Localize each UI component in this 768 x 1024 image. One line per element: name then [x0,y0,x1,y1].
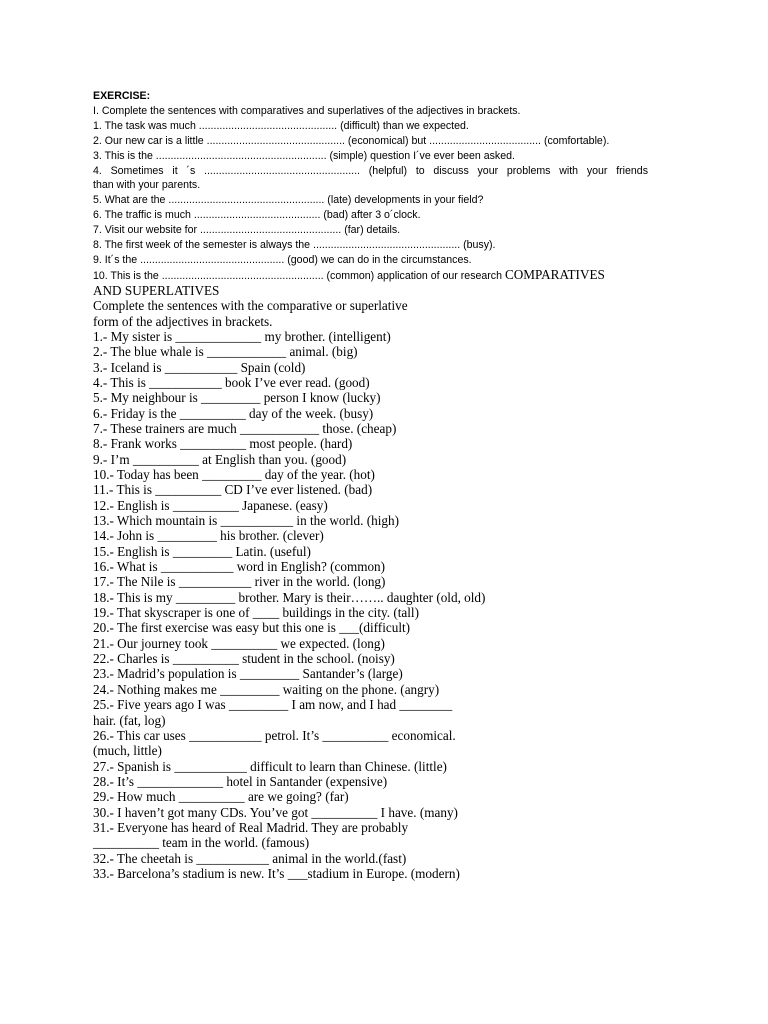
exercise-2-sentence: 16.- What is ___________ word in English? (common) [93,559,386,575]
exercise-1 [93,104,663,268]
exercise-2-sentence: 15.- English is _________ Latin. (useful) [93,543,311,559]
exercise-2-body [93,283,693,881]
exercise-1-item: 6. The traffic is much ........................................... (bad) after 3 o´clock. [93,209,421,222]
exercise-1-item-10-line [93,268,693,283]
exercise-2-sentence: 28.- It’s _____________ hotel in Santander (expensive) [93,773,388,789]
exercise-2-sentence: 3.- Iceland is ___________ Spain (cold) [93,359,306,375]
exercise-2-title-part-1: COMPARATIVES [504,267,605,282]
exercise-2-sentences [93,329,693,881]
exercise-2-sentence: 25.- Five years ago I was _________ I am now, and I had ________ [93,697,453,713]
exercise-2-sentence: 4.- This is ___________ book I’ve ever read. (good) [93,374,370,390]
exercise-2-sentence: 23.- Madrid’s population is _________ Santander’s (large) [93,666,403,682]
exercise-2-sentence: 22.- Charles is __________ student in the school. (noisy) [93,651,395,667]
exercise-2-sentence: 33.- Barcelona’s stadium is new. It’s ___stadium in Europe. (modern) [93,865,460,881]
exercise-2-sentence: 29.- How much __________ are we going? (far) [93,789,349,805]
exercise-2-sentence: 27.- Spanish is ___________ difficult to learn than Chinese. (little) [93,758,447,774]
exercise-2-sentence: 8.- Frank works __________ most people. (hard) [93,436,353,452]
exercise-2-sentence: 2.- The blue whale is ____________ animal. (big) [93,344,358,360]
exercise-heading-label: EXERCISE [93,90,147,102]
exercise-2-sentence: 30.- I haven’t got many CDs. You’ve got __________ I have. (many) [93,804,458,820]
exercise-1-item: 5. What are the ..................................................... (late) developments in your field? [93,194,484,207]
exercise-2-sentence: 14.- John is _________ his brother. (clever) [93,528,324,544]
exercise-2-instruction-line-2: form of the adjectives in brackets. [93,313,273,329]
exercise-1-item: 9. It´s the ................................................. (good) we can do in the circumstances. [93,253,472,266]
exercise-heading-colon: : [146,90,151,102]
exercise-2-sentence: 18.- This is my _________ brother. Mary is their…….. daughter (old, old) [93,589,486,605]
exercise-1-item-4-line-1: 4. Sometimes it ´s ..................................................... (helpful) to discuss your problems with your friends [93,164,648,177]
exercise-2-sentence: 19.- That skyscraper is one of ____ buildings in the city. (tall) [93,605,419,621]
exercise-2-sentence: 12.- English is __________ Japanese. (easy) [93,497,328,513]
exercise-2-sentence: 9.- I’m __________ at English than you. (good) [93,451,347,467]
exercise-2-sentence: 11.- This is __________ CD I’ve ever listened. (bad) [93,482,373,498]
exercise-1-item [93,164,663,179]
exercise-1-item: 2. Our new car is a little ............................................... (economical) but ...................................... (comfortable). [93,134,610,147]
exercise-2-sentence: hair. (fat, log) [93,712,166,728]
exercise-2-sentence: __________ team in the world. (famous) [93,835,310,851]
exercise-2-sentence: 13.- Which mountain is ___________ in the world. (high) [93,513,399,529]
exercise-2 [93,268,693,881]
exercise-2-sentence: 17.- The Nile is ___________ river in the world. (long) [93,574,386,590]
exercise-1-item: 8. The first week of the semester is always the .................................................. (busy). [93,239,496,252]
exercise-2-sentence: 1.- My sister is _____________ my brother. (intelligent) [93,328,391,344]
exercise-2-sentence: 24.- Nothing makes me _________ waiting on the phone. (angry) [93,681,440,697]
exercise-1-item: 1. The task was much ............................................... (difficult) than we expected. [93,119,469,132]
exercise-2-sentence: 10.- Today has been _________ day of the year. (hot) [93,467,375,483]
exercise-2-sentence: 5.- My neighbour is _________ person I know (lucky) [93,390,381,406]
exercise-1-item-4-line-2: than with your parents. [93,179,201,192]
exercise-2-sentence: 32.- The cheetah is ___________ animal in the world.(fast) [93,850,407,866]
exercise-heading [93,90,150,102]
exercise-2-sentence: (much, little) [93,743,162,759]
exercise-1-item-10: 10. This is the ....................................................... (common) application of our research [93,270,502,282]
exercise-2-title-part-2: AND SUPERLATIVES [93,282,220,298]
exercise-1-instruction: I. Complete the sentences with comparatives and superlatives of the adjectives in brackets. [93,105,521,117]
exercise-2-sentence: 26.- This car uses ___________ petrol. It’s __________ economical. [93,727,456,743]
exercise-2-instruction-line-1: Complete the sentences with the comparative or superlative [93,298,408,314]
exercise-2-sentence: 7.- These trainers are much ____________ those. (cheap) [93,420,397,436]
exercise-2-sentence: 21.- Our journey took __________ we expected. (long) [93,635,385,651]
exercise-1-item: 3. This is the .......................................................... (simple) question I´ve ever been asked. [93,149,515,162]
exercise-2-sentence: 20.- The first exercise was easy but this one is ___(difficult) [93,620,411,636]
exercise-1-item: 7. Visit our website for ................................................ (far) details. [93,224,401,237]
exercise-2-sentence: 31.- Everyone has heard of Real Madrid. They are probably [93,819,409,835]
exercise-2-sentence: 6.- Friday is the __________ day of the week. (busy) [93,405,374,421]
